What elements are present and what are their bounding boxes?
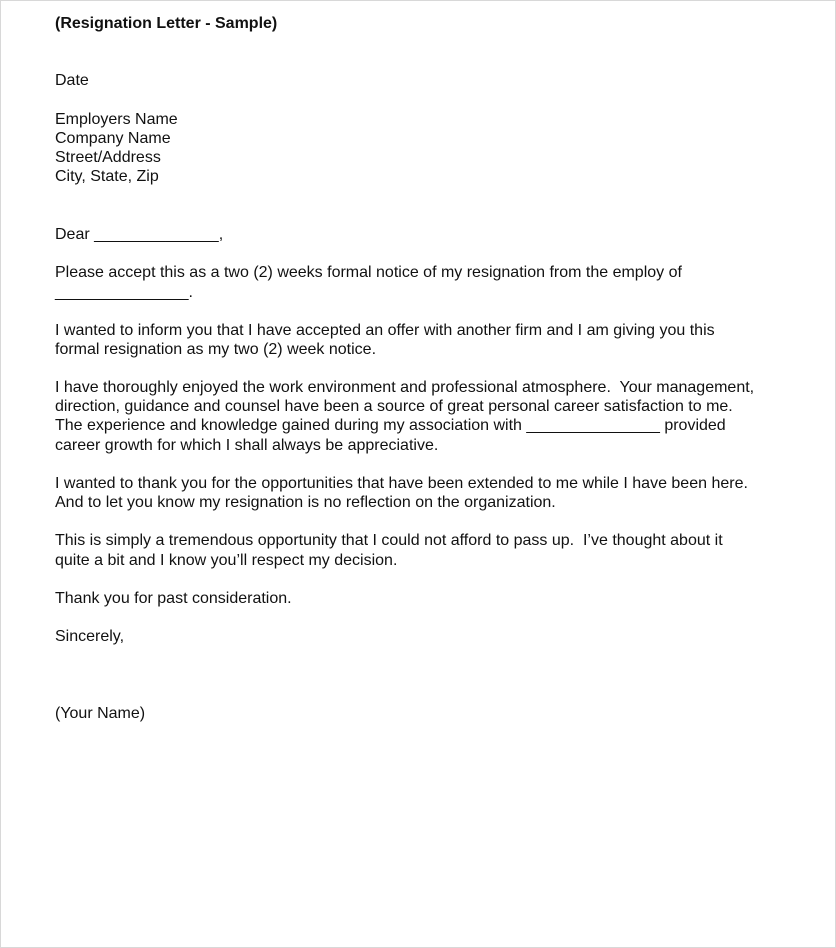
document-title: (Resignation Letter - Sample) bbox=[55, 15, 278, 32]
signature-line: (Your Name) bbox=[55, 705, 146, 722]
paragraph-1-line-2: _______________. bbox=[55, 284, 193, 301]
date-line: Date bbox=[55, 72, 89, 89]
paragraph-3-line-3: The experience and knowledge gained during my association with _______________ provided bbox=[55, 417, 726, 434]
paragraph-4-line-2: And to let you know my resignation is no reflection on the organization. bbox=[55, 494, 556, 511]
closing-line: Sincerely, bbox=[55, 628, 125, 645]
paragraph-1-line-1: Please accept this as a two (2) weeks formal notice of my resignation from the employ of bbox=[55, 264, 682, 281]
city-state-zip: City, State, Zip bbox=[55, 168, 159, 185]
paragraph-5-line-1: This is simply a tremendous opportunity that I could not afford to pass up. I’ve thought about it bbox=[55, 532, 723, 549]
paragraph-2-line-2: formal resignation as my two (2) week notice. bbox=[55, 341, 377, 358]
paragraph-3-line-4: career growth for which I shall always be appreciative. bbox=[55, 437, 439, 454]
thanks-line: Thank you for past consideration. bbox=[55, 590, 292, 607]
salutation: Dear ______________, bbox=[55, 226, 224, 243]
employer-name: Employers Name bbox=[55, 111, 178, 128]
company-name: Company Name bbox=[55, 130, 171, 147]
paragraph-5-line-2: quite a bit and I know you’ll respect my decision. bbox=[55, 552, 398, 569]
paragraph-2-line-1: I wanted to inform you that I have accepted an offer with another firm and I am giving you this bbox=[55, 322, 715, 339]
paragraph-3-line-2: direction, guidance and counsel have been a source of great personal career satisfaction to me. bbox=[55, 398, 733, 415]
street-address: Street/Address bbox=[55, 149, 161, 166]
paragraph-4-line-1: I wanted to thank you for the opportunities that have been extended to me while I have been here. bbox=[55, 475, 748, 492]
paragraph-3-line-1: I have thoroughly enjoyed the work environment and professional atmosphere. Your management, bbox=[55, 379, 755, 396]
